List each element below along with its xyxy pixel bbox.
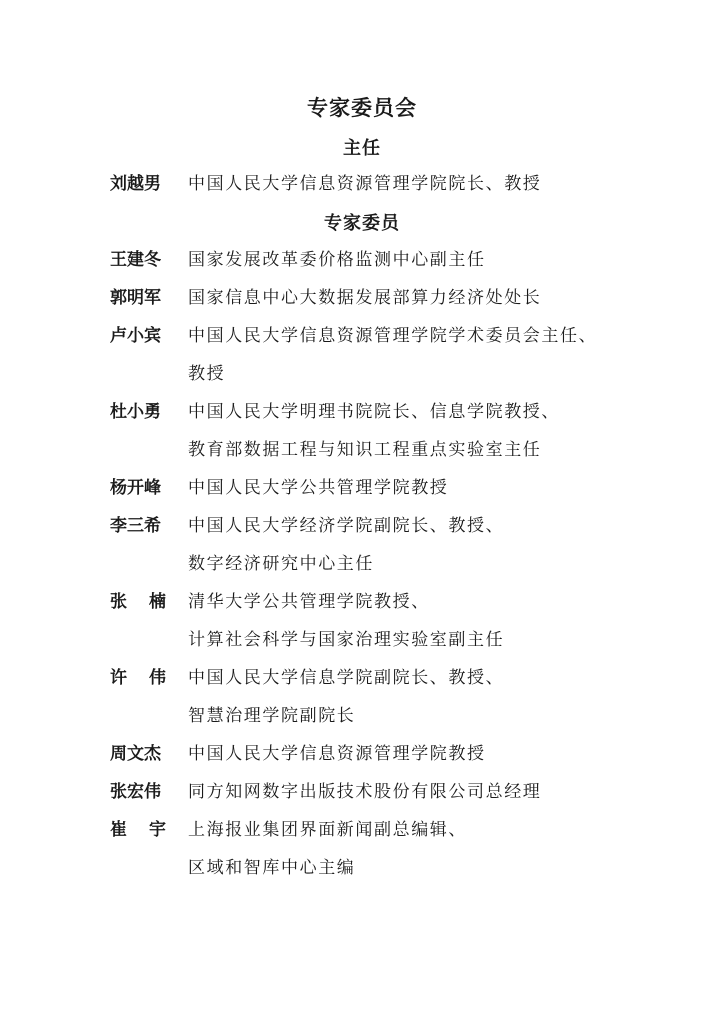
affiliation-line: 计算社会科学与国家治理实验室副主任 bbox=[188, 630, 505, 650]
member-name: 卢小宾 bbox=[110, 326, 161, 346]
member-affiliation bbox=[188, 400, 560, 476]
member-name: 郭明军 bbox=[110, 288, 161, 308]
affiliation-line: 中国人民大学信息资源管理学院院长、教授 bbox=[188, 174, 542, 194]
affiliation-line: 中国人民大学信息学院副院长、教授、 bbox=[188, 668, 505, 688]
member-name: 杜小勇 bbox=[110, 402, 161, 422]
affiliation-line: 智慧治理学院副院长 bbox=[188, 706, 356, 726]
member-name: 许伟 bbox=[110, 668, 188, 688]
member-name: 崔宇 bbox=[110, 820, 188, 840]
member-affiliation bbox=[188, 590, 504, 666]
member-affiliation bbox=[188, 248, 486, 286]
affiliation-line: 教授 bbox=[188, 364, 226, 384]
affiliation-line: 中国人民大学明理书院院长、信息学院教授、 bbox=[188, 402, 560, 422]
affiliation-line: 同方知网数字出版技术股份有限公司总经理 bbox=[188, 782, 542, 802]
member-affiliation bbox=[188, 286, 541, 324]
member-name: 王建冬 bbox=[110, 250, 161, 270]
affiliation-line: 国家发展改革委价格监测中心副主任 bbox=[188, 250, 486, 270]
member-name: 张宏伟 bbox=[110, 782, 161, 802]
affiliation-line: 中国人民大学公共管理学院教授 bbox=[188, 478, 449, 498]
member-affiliation bbox=[188, 780, 541, 818]
member-affiliation bbox=[188, 818, 467, 894]
member-affiliation bbox=[188, 514, 504, 590]
member-name: 刘越男 bbox=[110, 174, 161, 194]
member-name: 李三希 bbox=[110, 516, 161, 536]
page-title: 专家委员会 bbox=[307, 96, 417, 120]
affiliation-line: 清华大学公共管理学院教授、 bbox=[188, 592, 430, 612]
affiliation-line: 数字经济研究中心主任 bbox=[188, 554, 374, 574]
affiliation-line: 教育部数据工程与知识工程重点实验室主任 bbox=[188, 440, 542, 460]
member-affiliation bbox=[188, 324, 597, 400]
affiliation-line: 中国人民大学信息资源管理学院学术委员会主任、 bbox=[188, 326, 598, 346]
member-name: 杨开峰 bbox=[110, 478, 161, 498]
affiliation-line: 中国人民大学经济学院副院长、教授、 bbox=[188, 516, 505, 536]
affiliation-line: 中国人民大学信息资源管理学院教授 bbox=[188, 744, 486, 764]
member-name: 周文杰 bbox=[110, 744, 161, 764]
affiliation-line: 区域和智库中心主编 bbox=[188, 858, 356, 878]
affiliation-line: 上海报业集团界面新闻副总编辑、 bbox=[188, 820, 467, 840]
member-affiliation bbox=[188, 666, 504, 742]
experts-heading: 专家委员 bbox=[324, 213, 400, 234]
member-affiliation bbox=[188, 742, 486, 780]
member-affiliation bbox=[188, 172, 541, 210]
member-name: 张楠 bbox=[110, 592, 188, 612]
director-heading: 主任 bbox=[343, 138, 381, 159]
member-affiliation bbox=[188, 476, 448, 514]
affiliation-line: 国家信息中心大数据发展部算力经济处处长 bbox=[188, 288, 542, 308]
